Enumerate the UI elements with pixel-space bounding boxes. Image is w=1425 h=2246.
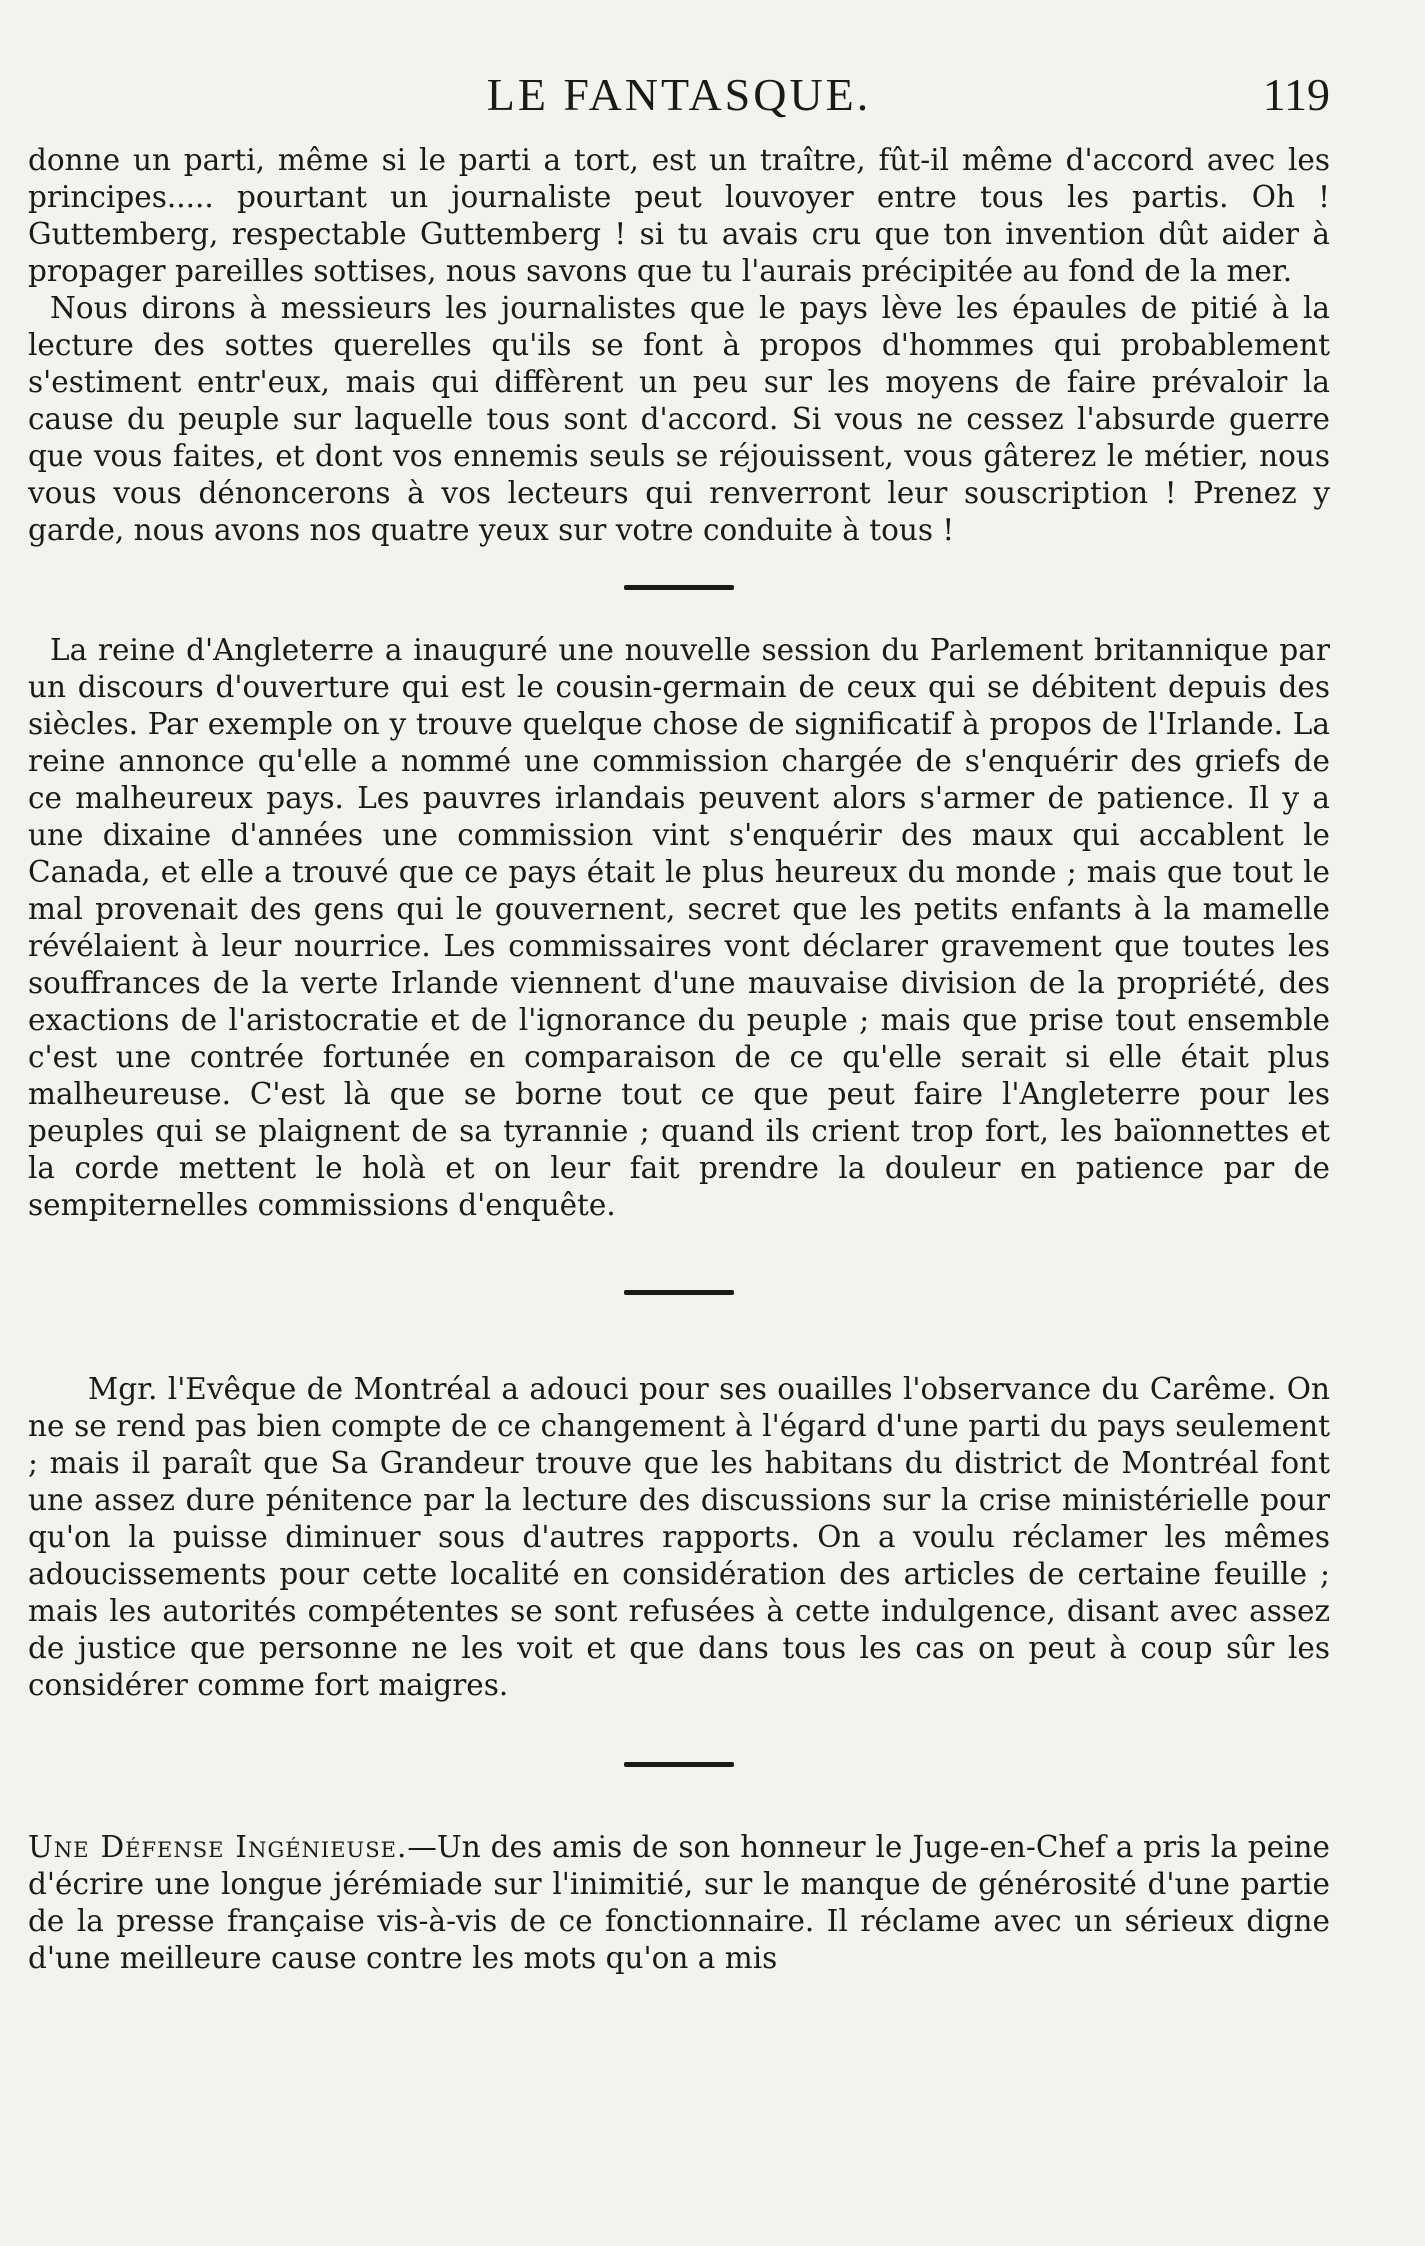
- article-paragraph: La reine d'Angleterre a inauguré une nouvelle session du Parlement britannique par un discours d'ouverture qui est le cousin-germain de ceux qui se débitent depuis des siècles. Par exemple on y trouve quelque chose de significatif à propos de l'Irlande. La reine annonce qu'elle a nommé une commission chargée de s'enquérir des griefs de ce malheureux pays. Les pauvres irlandais peuvent alors s'armer de patience. Il y a une dixaine d'années une commission vint s'enquérir des maux qui accablent le Canada, et elle a trouvé que ce pays était le plus heureux du monde ; mais que tout le mal provenait des gens qui le gouvernent, secret que les petits enfants à la mamelle révélaient à leur nourrice. Les commissaires vont déclarer gravement que toutes les souffrances de la verte Irlande viennent d'une mauvaise division de la propriété, des exactions de l'aristocratie et de l'ignorance du peuple ; mais que prise tout ensemble c'est une contrée fortunée en comparaison de ce qu'elle serait si elle était plus malheureuse. C'est là que se borne tout ce que peut faire l'Angleterre pour les peuples qui se plaignent de sa tyrannie ; quand ils crient trop fort, les baïonnettes et la corde mettent le holà et on leur fait prendre la douleur en patience par de sempiternelles commissions d'enquête.: [28, 633, 1330, 1222]
- article-journalists: [28, 142, 1330, 549]
- section-divider: [624, 1762, 734, 1767]
- article-careme: [28, 1371, 1330, 1704]
- article-heading: Une Défense Ingénieuse.: [28, 1830, 408, 1864]
- article-paragraph: Nous dirons à messieurs les journalistes que le pays lève les épaules de pitié à la lecture des sottes querelles qu'ils se font à propos d'hommes qui probablement s'estiment entr'eux, mais qui diffèrent un peu sur les moyens de faire prévaloir la cause du peuple sur laquelle tous sont d'accord. Si vous ne cessez l'absurde guerre que vous faites, et dont vos ennemis seuls se réjouissent, vous gâterez le métier, nous vous vous dénoncerons à vos lecteurs qui renverront leur souscription ! Prenez y garde, nous avons nos quatre yeux sur votre conduite à tous !: [28, 291, 1330, 547]
- journal-title: LE FANTASQUE.: [486, 69, 872, 120]
- section-divider: [624, 1290, 734, 1295]
- article-paragraph: donne un parti, même si le parti a tort, est un traître, fût-il même d'accord avec les principes..... pourtant un journaliste peut louvoyer entre tous les partis. Oh ! Guttemberg, respectable Guttemberg ! si tu avais cru que ton invention dût aider à propager pareilles sottises, nous savons que tu l'aurais précipitée au fond de la mer.: [28, 143, 1330, 288]
- page-number: 119: [1262, 69, 1330, 120]
- article-paragraph: [28, 1829, 1330, 1977]
- article-paragraph: Mgr. l'Evêque de Montréal a adouci pour ses ouailles l'observance du Carême. On ne se rend pas bien compte de ce changement à l'égard d'une parti du pays seulement ; mais il paraît que Sa Grandeur trouve que les habitans du district de Montréal font une assez dure pénitence par la lecture des discussions sur la crise ministérielle pour qu'on la puisse diminuer sous d'autres rapports. On a voulu réclamer les mêmes adoucissements pour cette localité en considération des articles de certaine feuille ; mais les autorités compétentes se sont refusées à cette indulgence, disant avec assez de justice que personne ne les voit et que dans tous les cas on peut à coup sûr les considérer comme fort maigres.: [28, 1372, 1330, 1702]
- section-divider: [624, 585, 734, 590]
- page-header: [28, 60, 1330, 130]
- article-text: —Un des amis de son honneur le Juge-en-Chef a pris la peine d'écrire une longue jérémiade sur l'inimitié, sur le manque de générosité d'une partie de la presse française vis-à-vis de ce fonctionnaire. Il réclame avec un sérieux digne d'une meilleure cause contre les mots qu'on a mis: [28, 1830, 1330, 1975]
- article-defense: [28, 1829, 1330, 1977]
- article-ireland: [28, 632, 1330, 1224]
